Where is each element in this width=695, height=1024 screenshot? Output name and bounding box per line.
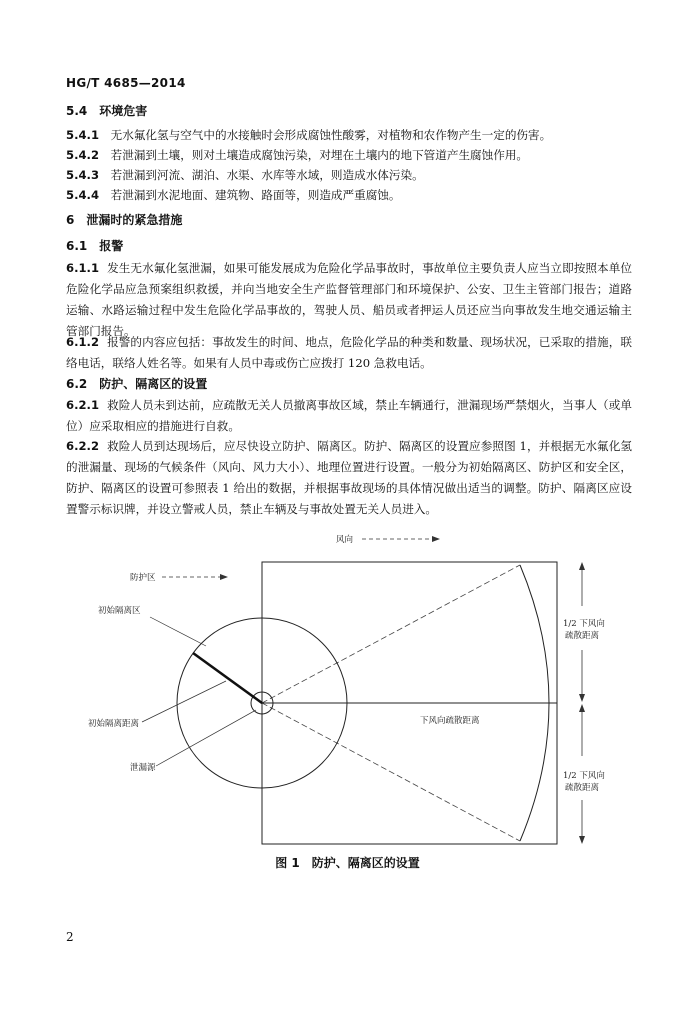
wind-arrow-head <box>432 536 440 542</box>
wind-label: 风向 <box>336 535 354 545</box>
lower-half-arrow-bottom-head <box>579 836 585 844</box>
lower-half-label-line1: 1/2 下风向 <box>563 771 605 781</box>
lower-half-arrow-top-head <box>579 704 585 712</box>
isolation-radius <box>193 653 262 703</box>
heading-number: 5.4 <box>66 104 88 118</box>
leak-source-label: 泄漏源 <box>130 763 156 773</box>
paragraph-text: 救险人员未到达前，应疏散无关人员撤离事故区域，禁止车辆通行，泄漏现场严禁烟火，当事人（或单位）应采取相应的措施进行自救。 <box>66 398 632 433</box>
protection-zone-label: 防护区 <box>130 573 156 583</box>
fan-lower-edge <box>262 703 520 841</box>
leak-source-pointer <box>156 710 256 766</box>
paragraph-number: 6.1.2 <box>66 335 100 349</box>
item-number: 5.4.2 <box>66 148 100 162</box>
heading-number: 6.1 <box>66 239 88 253</box>
heading-text: 防护、隔离区的设置 <box>99 377 208 391</box>
standard-id: HG/T 4685—2014 <box>66 76 186 90</box>
heading-text: 报警 <box>99 239 124 253</box>
paragraph-text: 报警的内容应包括：事故发生的时间、地点，危险化学品的种类和数量、现场状况，已采取的措施，联络电话，联络人姓名等。如果有人员中毒或伤亡应拨打 120 急救电话。 <box>66 335 632 370</box>
figure-caption: 图 1 防护、隔离区的设置 <box>275 856 420 870</box>
protection-zone-arrow-head <box>220 574 228 580</box>
heading-text: 泄漏时的紧急措施 <box>86 213 183 227</box>
item-text: 若泄漏到水泥地面、建筑物、路面等，则造成严重腐蚀。 <box>110 188 401 202</box>
upper-half-arrow-bottom-head <box>579 694 585 702</box>
paragraph-number: 6.1.1 <box>66 261 100 275</box>
heading-text: 环境危害 <box>99 104 148 118</box>
initial-isolation-zone-pointer <box>150 617 206 646</box>
upper-half-label-line2: 疏散距离 <box>565 631 600 641</box>
fan-upper-edge <box>262 565 520 703</box>
page-number: 2 <box>66 930 74 944</box>
item-number: 5.4.3 <box>66 168 100 182</box>
paragraph-number: 6.2.2 <box>66 439 100 453</box>
downwind-distance-label: 下风向疏散距离 <box>420 716 480 726</box>
item-text: 无水氟化氢与空气中的水接触时会形成腐蚀性酸雾，对植物和农作物产生一定的伤害。 <box>110 128 552 142</box>
upper-half-arrow-top-head <box>579 562 585 570</box>
upper-half-label-line1: 1/2 下风向 <box>563 619 605 629</box>
initial-isolation-distance-label: 初始隔离距离 <box>88 719 140 729</box>
heading-number: 6 <box>66 213 75 227</box>
item-number: 5.4.4 <box>66 188 100 202</box>
item-text: 若泄漏到土壤，则对土壤造成腐蚀污染，对埋在土壤内的地下管道产生腐蚀作用。 <box>110 148 529 162</box>
heading-number: 6.2 <box>66 377 88 391</box>
paragraph-text: 发生无水氟化氢泄漏，如果可能发展成为危险化学品事故时，事故单位主要负责人应当立即按照本单位危险化学品应急预案组织救援，并向当地安全生产监督管理部门和环境保护、公安、卫生主管部门报告；道路运输、水路运输过程中发生危险化学品事故的，驾驶人员、船员或者押运人员还应当向事故发生地交通运输主管部门报告。 <box>66 261 632 338</box>
initial-isolation-zone-label: 初始隔离区 <box>98 606 141 616</box>
lower-half-label-line2: 疏散距离 <box>565 783 600 793</box>
item-number: 5.4.1 <box>66 128 100 142</box>
item-text: 若泄漏到河流、湖泊、水渠、水库等水域，则造成水体污染。 <box>110 168 424 182</box>
paragraph-text: 救险人员到达现场后，应尽快设立防护、隔离区。防护、隔离区的设置应参照图 1，并根据无水氟化氢的泄漏量、现场的气候条件（风向、风力大小）、地理位置进行设置。一般分为初始隔离区、防护区和安全区，防护、隔离区的设置可参照表 1 给出的数据，并根据事故现场的具体情况做出适当的调整。防护、隔离区应设置警示标识牌，并设立警戒人员，禁止车辆及与事故处置无关人员进入。 <box>66 439 632 516</box>
paragraph-number: 6.2.1 <box>66 398 100 412</box>
initial-isolation-distance-pointer <box>142 681 226 722</box>
